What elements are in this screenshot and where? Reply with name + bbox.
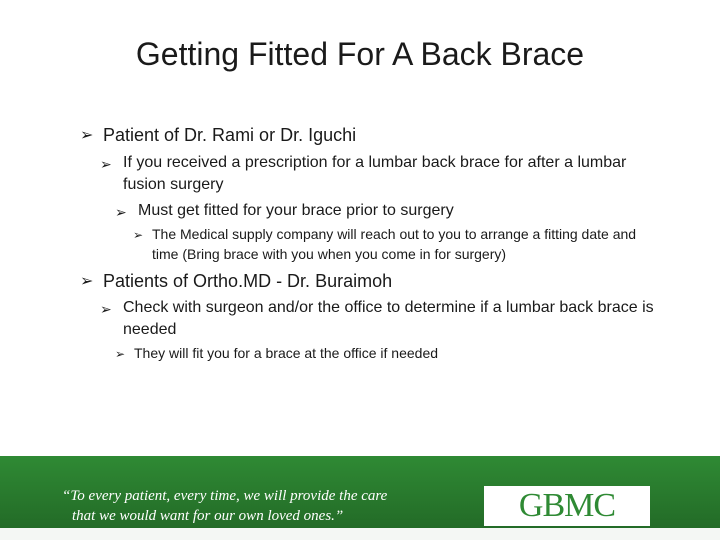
quote-line-2: that we would want for our own loved ones.” bbox=[72, 508, 344, 524]
bullet-level1 bbox=[80, 124, 680, 146]
bullet-level4 bbox=[133, 224, 653, 264]
bullet-level3 bbox=[115, 343, 635, 363]
arrow-bullet-icon: ➢ bbox=[100, 301, 112, 317]
bullet-level3 bbox=[115, 200, 675, 222]
arrow-bullet-icon: ➢ bbox=[133, 228, 144, 242]
quote-line-1: “To every patient, every time, we will provide the care bbox=[62, 488, 388, 504]
arrow-bullet-icon: ➢ bbox=[100, 156, 112, 172]
logo-box bbox=[484, 486, 650, 526]
gbmc-logo: GBMC bbox=[518, 487, 616, 524]
bullet-level1 bbox=[80, 270, 680, 292]
arrow-bullet-icon: ➢ bbox=[80, 273, 94, 290]
footer-band bbox=[0, 456, 720, 528]
bullet-level2 bbox=[100, 152, 660, 196]
bullet-level2 bbox=[100, 297, 660, 341]
slide-title: Getting Fitted For A Back Brace bbox=[135, 36, 585, 72]
arrow-bullet-icon: ➢ bbox=[80, 127, 94, 144]
bullet-text: If you received a prescription for a lumbar back brace for after a lumbar fusion surgery bbox=[123, 154, 627, 193]
bullet-text: Check with surgeon and/or the office to determine if a lumbar back brace is needed bbox=[123, 299, 654, 338]
arrow-bullet-icon: ➢ bbox=[115, 204, 127, 220]
bottom-strip bbox=[0, 528, 720, 540]
arrow-bullet-icon: ➢ bbox=[115, 347, 126, 361]
bullet-text: They will fit you for a brace at the office if needed bbox=[134, 345, 439, 361]
bullet-text: Patient of Dr. Rami or Dr. Iguchi bbox=[103, 125, 357, 145]
footer-quote bbox=[62, 486, 472, 526]
bullet-text: Patients of Ortho.MD - Dr. Buraimoh bbox=[103, 271, 393, 291]
bullet-text: Must get fitted for your brace prior to surgery bbox=[138, 202, 454, 219]
bullet-text: The Medical supply company will reach out to you to arrange a fitting date and time (Bring brace with you when you come in for surgery) bbox=[152, 226, 637, 262]
